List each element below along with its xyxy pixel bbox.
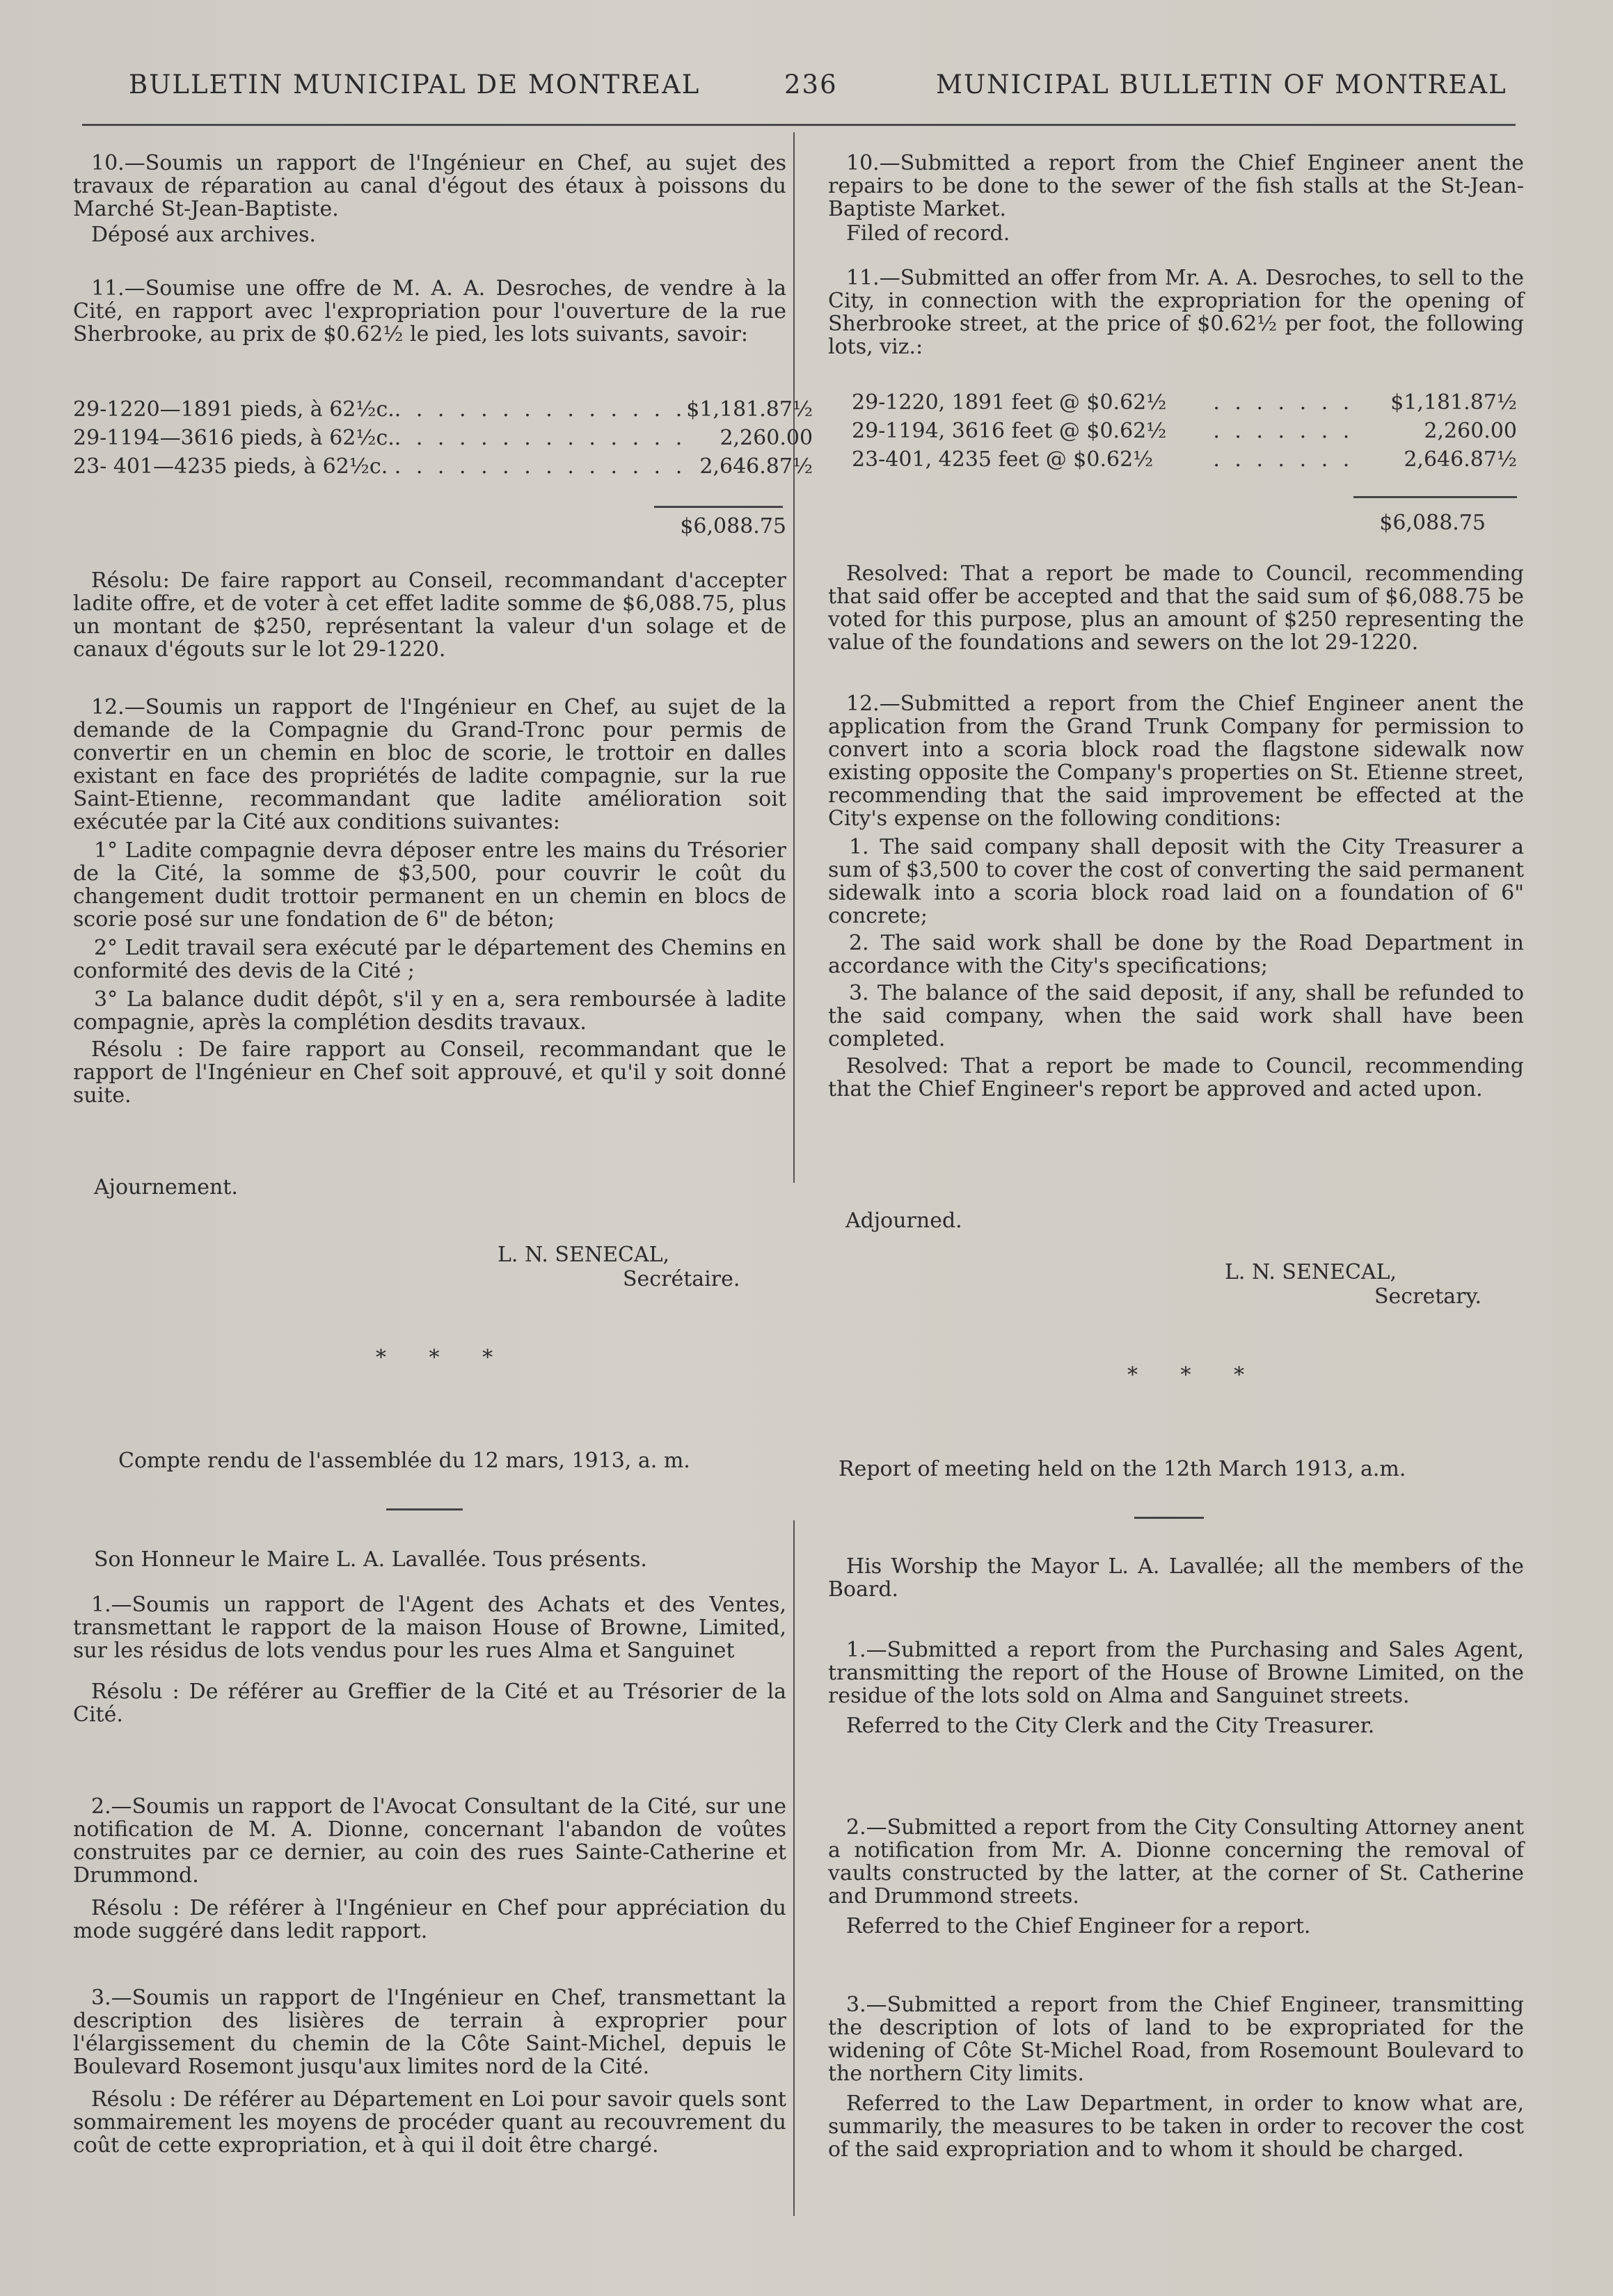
- fr-item11: 11.—Soumise une offre de M. A. A. Desroches, de vendre à la Cité, en rapport avec l'expropriation pour l'ouverture de la rue Sherbrooke, au prix de $0.62½ le pied, les lots suivants, savoir:: [73, 276, 786, 346]
- en-lot-amount: $1,181.87½: [1390, 390, 1517, 415]
- en-item12-resolution: Resolved: That a report be made to Council, recommending that the Chief Engineer's report be approved and acted upon.: [828, 1054, 1524, 1101]
- column-divider-top: [793, 132, 795, 1183]
- en-b3-resolution: Referred to the Law Department, in order to know what are, summarily, the measures to be taken in order to recover the cost of the said expropriation and to whom it should be charged.: [828, 2091, 1524, 2162]
- en-item11-resolution: Resolved: That a report be made to Council, recommending that said offer be accepted and that the said sum of $6,088.75 be voted for this purpose, plus an amount of $250 representing the value of the foundations and sewers on the lot 29-1220.: [828, 561, 1524, 655]
- fr-b3-resolution: Résolu : De référer au Département en Loi pour savoir quels sont sommairement les moyens de procéder quant au recouvrement du coût de cette expropriation, et à qui il doit être chargé.: [73, 2087, 786, 2158]
- en-b3-block: [828, 1993, 1524, 2161]
- en-present-block: [828, 1555, 1524, 1601]
- en-item10-block: [828, 152, 1524, 245]
- fr-lot-amount: $1,181.87½: [686, 397, 813, 422]
- fr-lot-amount: 2,646.87½: [699, 454, 813, 479]
- fr-b3: 3.—Soumis un rapport de l'Ingénieur en Chef, transmettant la description des lisières de terrain à exproprier pour l'élargissement du chemin de la Côte Saint-Michel, depuis le Boulevard Rosemont jusqu'aux limites nord de la Cité.: [73, 1986, 786, 2079]
- en-signature: [1225, 1261, 1517, 1308]
- fr-lot-desc: 29-1194—3616 pieds, à 62½c.: [73, 426, 395, 450]
- table-row: 29-1194—3616 pieds, à 62½c. . . . . . . . . . . . . . . 2,260.00: [73, 424, 813, 452]
- en-signature-title: Secretary.: [1374, 1284, 1481, 1309]
- fr-condition-3: 3° La balance dudit dépôt, s'il y en a, sera remboursée à ladite compagnie, après la complétion desdits travaux.: [73, 987, 786, 1035]
- fr-item11-block: [73, 277, 786, 346]
- fr-item12: 12.—Soumis un rapport de l'Ingénieur en Chef, au sujet de la demande de la Compagnie du Grand-Tronc pour permis de convertir en un chemin en bloc de scorie, le trottoir en dalles existant en face des propriétés de ladite compagnie, sur la rue Saint-Etienne, recommandant que ladite amélioration soit exécutée par la Cité aux conditions suivantes:: [73, 695, 786, 834]
- en-condition-1: 1. The said company shall deposit with the City Treasurer a sum of $3,500 to cover the cost of converting the said permanent sidewalk into a scoria block road laid on a foundation of 6" concrete;: [828, 835, 1524, 928]
- fr-report-title-block: [73, 1449, 786, 1472]
- fr-total: [73, 515, 786, 538]
- fr-b1: 1.—Soumis un rapport de l'Agent des Achats et des Ventes, transmettant le rapport de la maison House of Browne, Limited, sur les résidus de lots vendus pour les rues Alma et Sanguinet: [73, 1593, 786, 1663]
- fr-item10-resolution: Déposé aux archives.: [91, 223, 316, 247]
- en-lot-amount: 2,260.00: [1424, 419, 1517, 443]
- en-adjournment: Adjourned.: [845, 1209, 962, 1233]
- header-right-title: MUNICIPAL BULLETIN OF MONTREAL: [936, 70, 1507, 99]
- fr-total-rule: [654, 506, 783, 508]
- fr-b2-resolution: Résolu : De référer à l'Ingénieur en Chef pour appréciation du mode suggéré dans ledit rapport.: [73, 1896, 786, 1943]
- column-divider-bottom: [793, 1520, 795, 2216]
- table-row: 23-401, 4235 feet @ $0.62½ . . . . . . . 2,646.87½: [828, 445, 1517, 474]
- en-lot-desc: 29-1194, 3616 feet @ $0.62½: [852, 419, 1167, 443]
- fr-lot-amount: 2,260.00: [720, 426, 813, 450]
- fr-present: Son Honneur le Maire L. A. Lavallée. Tous présents.: [94, 1547, 647, 1572]
- en-report-title-block: [828, 1458, 1524, 1481]
- en-b3: 3.—Submitted a report from the Chief Engineer, transmitting the description of lots of land to be expropriated for the widening of Côte St-Michel Road, from Rosemount Boulevard to the northern City limits.: [828, 1993, 1524, 2086]
- en-total: [828, 511, 1486, 534]
- table-row: 29-1194, 3616 feet @ $0.62½ . . . . . . . 2,260.00: [828, 417, 1517, 445]
- fr-lot-desc: 29-1220—1891 pieds, à 62½c.: [73, 397, 395, 422]
- en-item11-res-block: [828, 562, 1524, 654]
- en-b1-block: [828, 1639, 1524, 1737]
- en-lot-desc: 23-401, 4235 feet @ $0.62½: [852, 447, 1154, 472]
- fr-signature-name: L. N. SENECAL,: [498, 1243, 670, 1267]
- fr-signature: [498, 1243, 776, 1291]
- fr-b2: 2.—Soumis un rapport de l'Avocat Consultant de la Cité, sur une notification de M. A. Dionne, concernant l'abandon de voûtes construites par ce dernier, au coin des rues Sainte-Catherine et Drummond.: [73, 1794, 786, 1888]
- fr-item10: 10.—Soumis un rapport de l'Ingénieur en Chef, au sujet des travaux de réparation au canal d'égout des étaux à poissons du Marché St-Jean-Baptiste.: [73, 151, 786, 221]
- fr-b3-block: [73, 1986, 786, 2157]
- fr-separator-stars: * * *: [376, 1346, 511, 1370]
- en-item11: 11.—Submitted an offer from Mr. A. A. Desroches, to sell to the City, in connection with the expropriation for the opening of Sherbrooke street, at the price of $0.62½ per foot, the following lots, viz.:: [828, 266, 1524, 359]
- fr-b1-block: [73, 1593, 786, 1726]
- table-row: 23- 401—4235 pieds, à 62½c. . . . . . . . . . . . . . . 2,646.87½: [73, 452, 813, 481]
- fr-item11-resolution: Résolu: De faire rapport au Conseil, recommandant d'accepter ladite offre, et de voter à cet effet ladite somme de $6,088.75, plus un montant de $250, représentant la valeur d'un solage et de canaux d'égouts sur le lot 29-1220.: [73, 568, 786, 662]
- fr-total-amount: $6,088.75: [680, 514, 786, 539]
- en-adjourn-block: [828, 1209, 1524, 1232]
- en-b1: 1.—Submitted a report from the Purchasing and Sales Agent, transmitting the report of the House of Browne Limited, on the residue of the lots sold on Alma and Sanguinet streets.: [828, 1638, 1524, 1708]
- en-b2-block: [828, 1816, 1524, 1938]
- fr-signature-title: Secrétaire.: [623, 1267, 740, 1291]
- en-item11-block: [828, 266, 1524, 358]
- en-separator-stars: * * *: [1127, 1363, 1263, 1387]
- en-present: His Worship the Mayor L. A. Lavallée; all the members of the Board.: [828, 1554, 1524, 1602]
- header-left-title: BULLETIN MUNICIPAL DE MONTREAL: [129, 70, 701, 99]
- en-item12-block: [828, 692, 1524, 1101]
- en-lot-desc: 29-1220, 1891 feet @ $0.62½: [852, 390, 1167, 415]
- fr-condition-2: 2° Ledit travail sera exécuté par le département des Chemins en conformité des devis de la Cité ;: [73, 936, 786, 983]
- en-b1-resolution: Referred to the City Clerk and the City Treasurer.: [846, 1714, 1375, 1738]
- en-b2: 2.—Submitted a report from the City Consulting Attorney anent a notification from Mr. A. Dionne concerning the removal of vaults constructed by the latter, at the corner of St. Catherine and Drummond streets.: [828, 1815, 1524, 1908]
- en-total-amount: $6,088.75: [1379, 511, 1486, 535]
- fr-b1-resolution: Résolu : De référer au Greffier de la Cité et au Trésorier de la Cité.: [73, 1680, 786, 1727]
- en-report-title: Report of meeting held on the 12th March 1913, a.m.: [839, 1457, 1406, 1481]
- en-item12: 12.—Submitted a report from the Chief Engineer anent the application from the Grand Trunk Company for permission to convert into a scoria block road the flagstone sidewalk now existing opposite the Company's properties on St. Etienne street, recommending that the said improvement be effected at the City's expense on the following conditions:: [828, 692, 1524, 831]
- en-total-rule: [1353, 496, 1517, 498]
- fr-present-block: [73, 1548, 786, 1571]
- fr-condition-1: 1° Ladite compagnie devra déposer entre les mains du Trésorier de la Cité, la somme de $3,500, pour couvrir le coût du changement dudit trottoir permanent en un chemin en blocs de scorie posé sur une fondation de 6" de béton;: [73, 838, 786, 932]
- table-row: 29-1220—1891 pieds, à 62½c. . . . . . . . . . . . . . . $1,181.87½: [73, 395, 813, 424]
- en-condition-2: 2. The said work shall be done by the Road Department in accordance with the City's specifications;: [828, 931, 1524, 978]
- en-signature-name: L. N. SENECAL,: [1225, 1260, 1397, 1284]
- en-lots-table: [828, 388, 1524, 474]
- fr-lots-table: [73, 395, 813, 481]
- fr-report-title: Compte rendu de l'assemblée du 12 mars, 1913, a. m.: [118, 1449, 690, 1473]
- fr-item10-block: [73, 152, 786, 246]
- en-b2-resolution: Referred to the Chief Engineer for a report.: [846, 1914, 1311, 1938]
- en-lot-amount: 2,646.87½: [1404, 447, 1517, 472]
- fr-item12-resolution: Résolu : De faire rapport au Conseil, recommandant que le rapport de l'Ingénieur en Chef soit approuvé, et qu'il y soit donné suite.: [73, 1037, 786, 1108]
- fr-title-rule: [386, 1508, 463, 1510]
- header-rule: [82, 124, 1516, 126]
- en-item10-resolution: Filed of record.: [846, 221, 1010, 246]
- en-condition-3: 3. The balance of the said deposit, if any, shall be refunded to the said company, when the said work shall have been completed.: [828, 981, 1524, 1051]
- page-number: 236: [784, 70, 838, 99]
- table-row: 29-1220, 1891 feet @ $0.62½ . . . . . . . $1,181.87½: [828, 388, 1517, 417]
- en-item10: 10.—Submitted a report from the Chief Engineer anent the repairs to be done to the sewer of the fish stalls at the St-Jean-Baptiste Market.: [828, 151, 1524, 221]
- fr-adjourn-block: [73, 1176, 786, 1199]
- fr-item12-block: [73, 696, 786, 1107]
- fr-lot-desc: 23- 401—4235 pieds, à 62½c.: [73, 454, 388, 479]
- page-header: [0, 70, 1613, 104]
- en-title-rule: [1134, 1517, 1204, 1519]
- fr-b2-block: [73, 1795, 786, 1943]
- fr-item11-res-block: [73, 569, 786, 661]
- fr-adjournment: Ajournement.: [94, 1175, 238, 1199]
